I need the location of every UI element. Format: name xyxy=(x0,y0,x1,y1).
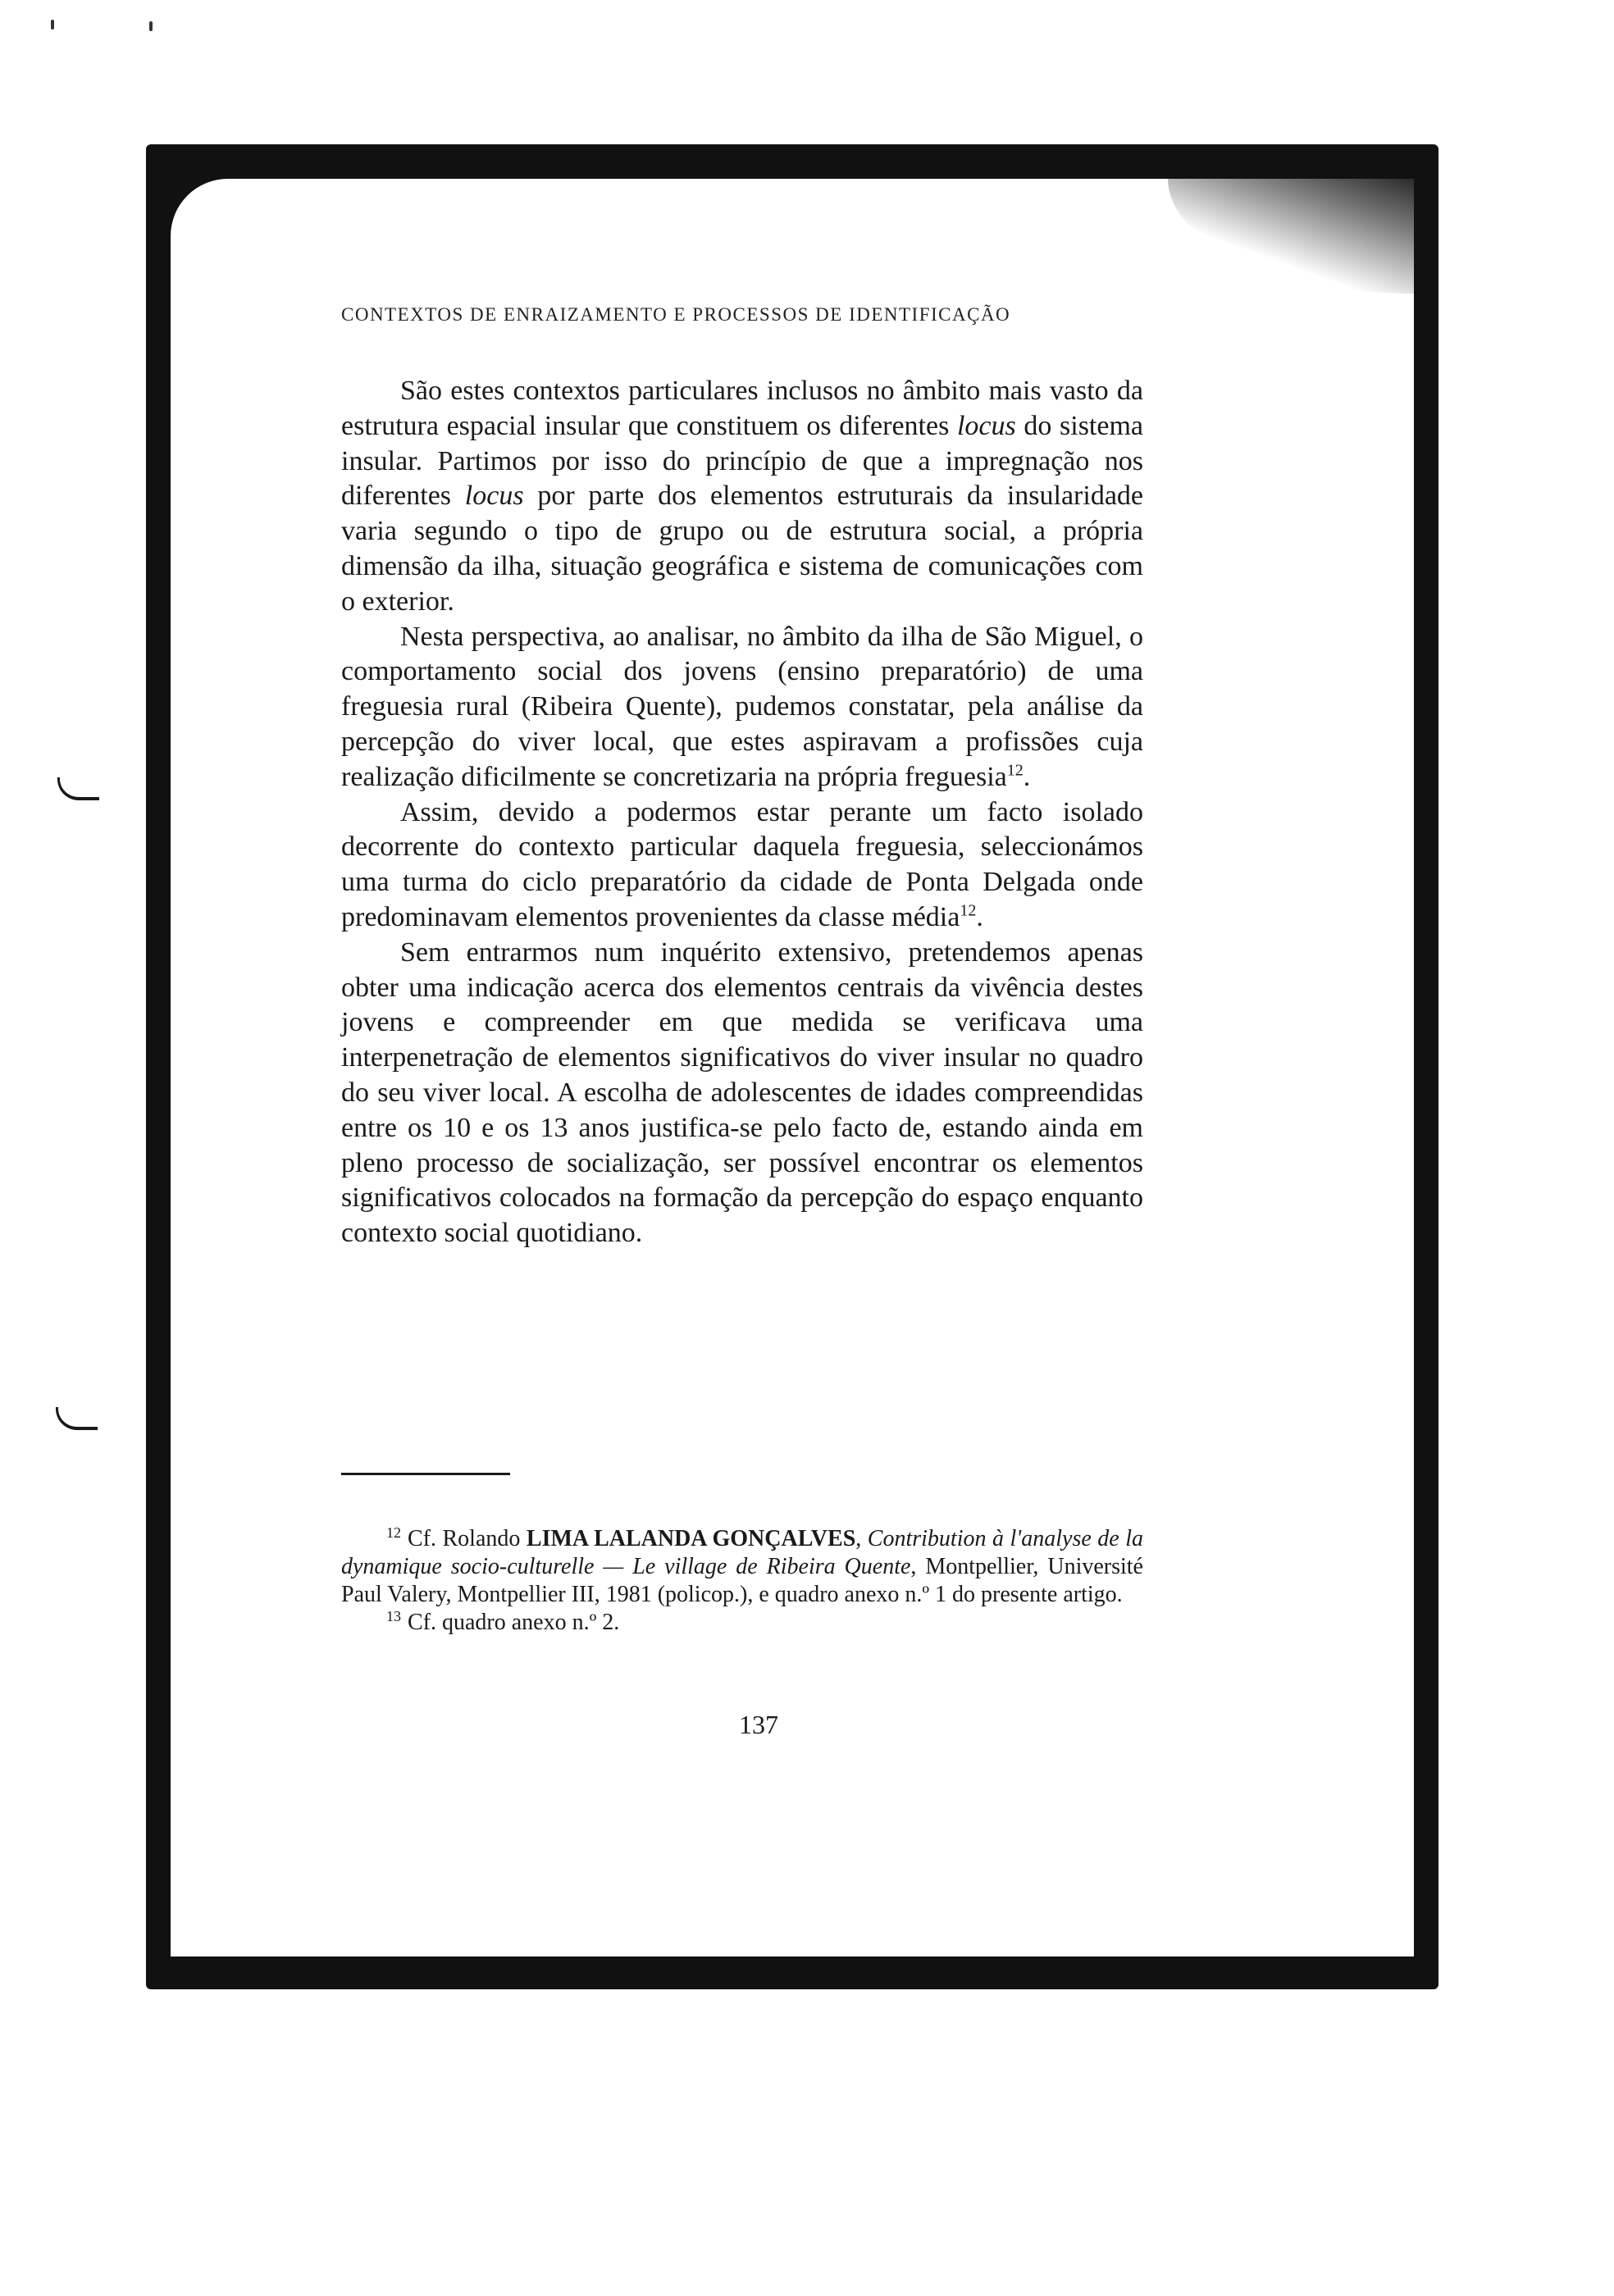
paragraph: Sem entrarmos num inquérito extensivo, pretendemos apenas obter uma indicação acerca dos elementos centrais da vivência destes jovens e compreender em que medida se verificava uma interpenetração de elementos significativos do viver insular no quadro do seu viver local. A escolha de adolescentes de idades compreendidas entre os 10 e os 13 anos justifica-se pelo facto de, estando ainda em pleno processo de socialização, ser possível encontrar os elementos significativos colocados na formação da percepção do espaço enquanto contexto social quotidiano. xyxy=(341,936,1143,1249)
margin-mark xyxy=(57,777,99,800)
margin-mark xyxy=(56,1407,98,1430)
emphasis: locus xyxy=(956,410,1016,441)
running-head: CONTEXTOS DE ENRAIZAMENTO E PROCESSOS DE IDENTIFICAÇÃO xyxy=(341,304,1011,325)
page-number: 137 xyxy=(739,1710,778,1739)
paragraph: Assim, devido a podermos estar perante um facto isolado decorrente do contexto particular daquela freguesia, seleccionámos uma turma do ciclo preparatório da cidade de Ponta Delgada onde predominavam elementos provenientes da classe média$^{12}$. xyxy=(341,796,1143,932)
scan-speck xyxy=(149,21,153,31)
body-text xyxy=(341,374,1143,1251)
emphasis: locus xyxy=(464,481,524,512)
footnotes xyxy=(341,1525,1143,1637)
scan-speck xyxy=(51,20,54,30)
footnote-number: 13 xyxy=(386,1607,401,1624)
paragraph: São estes contextos particulares inclusos no âmbito mais vasto da estrutura espacial insular que constituem os diferentes locus do sistema insular. Partimos por isso do princípio de que a impregnação nos diferentes locus por parte dos elementos estruturais da insularidade varia segundo o tipo de grupo ou de estrutura social, a própria dimensão da ilha, situação geográfica e sistema de comunicações com o exterior. xyxy=(341,376,1144,617)
paragraph: Nesta perspectiva, ao analisar, no âmbito da ilha de São Miguel, o comportamento social dos jovens (ensino preparatório) de uma freguesia rural (Ribeira Quente), pudemos constatar, pela análise da percepção do viver local, que estes aspiravam a profissões cuja realização dificilmente se concretizaria na própria freguesia$^{12}$. xyxy=(341,621,1143,792)
footnote: $^{12}$ Cf. Rolando LIMA LALANDA GONÇALVES, Contribution à l'analyse de la dynamique socio-culturelle — Le village de Ribeira Quente, Montpellier, Université Paul Valery, Montpellier III, 1981 (policop.), e quadro anexo n.º 1 do presente artigo. xyxy=(341,1524,1143,1607)
footnote-author: LIMA LALANDA GONÇALVES xyxy=(526,1526,856,1551)
footnote-rule xyxy=(341,1473,510,1475)
footnote-reference: 12 xyxy=(1006,761,1024,780)
footnote: $^{13}$ Cf. quadro anexo n.º 2. xyxy=(386,1607,620,1635)
footnote-title: Contribution à l'analyse de la dynamique socio-culturelle — Le village de Ribeira Quente xyxy=(341,1526,1143,1579)
footnote-reference: 12 xyxy=(960,901,977,920)
footnote-number: 12 xyxy=(386,1524,401,1541)
